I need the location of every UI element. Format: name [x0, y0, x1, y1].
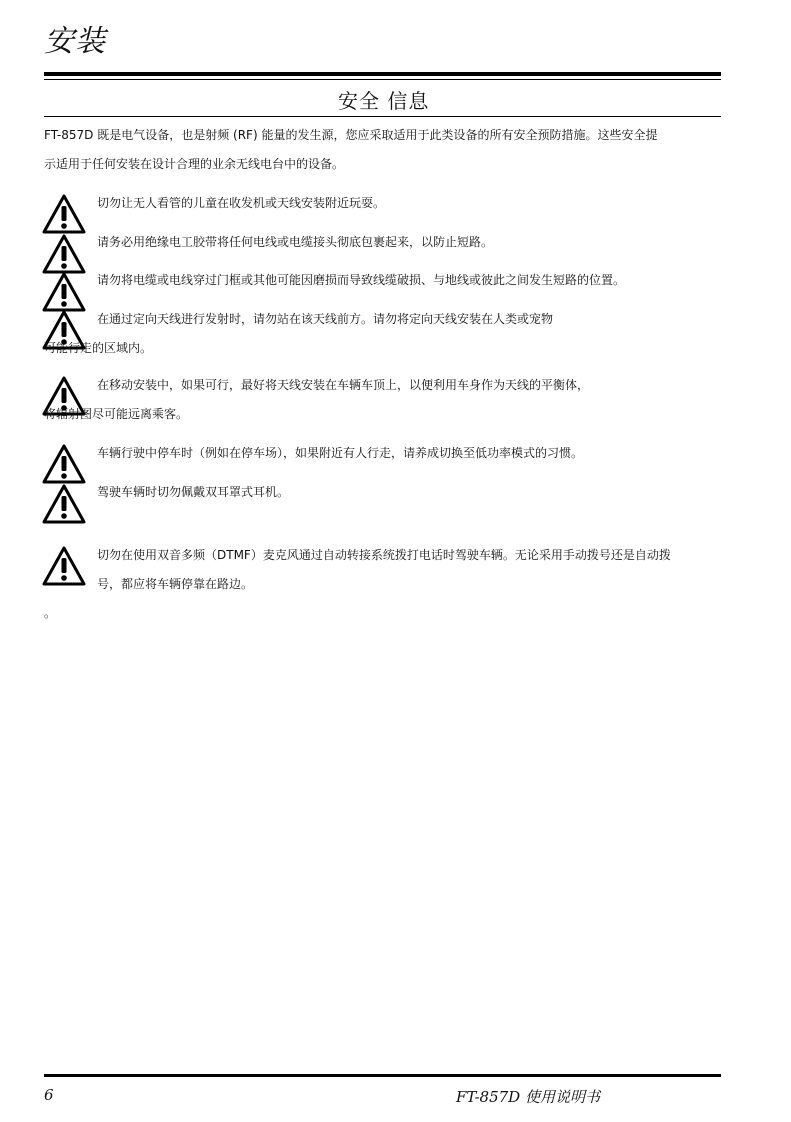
- manual-title: FT-857D 使用说明书: [456, 1088, 600, 1106]
- header-divider-thick: [44, 72, 721, 76]
- section-title-underline: [44, 116, 721, 117]
- warning-text: 在通过定向天线进行发射时，请勿站在该天线前方。请勿将定向天线安装在人类或宠物: [97, 312, 554, 326]
- footer-divider: [44, 1074, 721, 1077]
- warning-triangle-icon: [42, 546, 86, 586]
- page-number: 6: [44, 1086, 54, 1104]
- intro-line-1: FT-857D 既是电气设备，也是射频 (RF) 能量的发生源，您应采取适用于此类设备的所有安全预防措施。这些安全提: [44, 128, 658, 142]
- section-title: 安全 信息: [338, 89, 430, 113]
- warning-text: 切勿在使用双音多频（DTMF）麦克风通过自动转接系统拨打电话时驾驶车辆。无论采用手动拨号还是自动拨: [97, 548, 671, 562]
- warning-triangle-icon: [42, 194, 86, 234]
- intro-line-2: 示适用于任何安装在设计合理的业余无线电台中的设备。: [44, 157, 345, 171]
- chapter-title: 安装: [44, 24, 106, 59]
- warning-text-continued: 可能行走的区域内。: [44, 341, 153, 355]
- warning-text-continued: 将辐射图尽可能远离乘客。: [44, 407, 189, 421]
- warning-triangle-icon: [42, 484, 86, 524]
- warning-text: 车辆行驶中停车时（例如在停车场），如果附近有人行走，请养成切换至低功率模式的习惯。: [97, 446, 584, 460]
- warning-triangle-icon: [42, 234, 86, 274]
- header-divider-thin: [44, 79, 721, 80]
- warning-text: 请勿将电缆或电线穿过门框或其他可能因磨损而导致线缆破损、与地线或彼此之间发生短路的位置。: [97, 273, 626, 287]
- warning-text: 驾驶车辆时切勿佩戴双耳罩式耳机。: [97, 485, 290, 499]
- warning-text-continued: 号，都应将车辆停靠在路边。: [97, 577, 254, 591]
- warning-text: 请务必用绝缘电工胶带将任何电线或电缆接头彻底包裹起来，以防止短路。: [97, 235, 494, 249]
- warning-text: 在移动安装中，如果可行，最好将天线安装在车辆车顶上，以便利用车身作为天线的平衡体，: [97, 378, 590, 392]
- warning-triangle-icon: [42, 444, 86, 484]
- trailing-mark: 。: [44, 606, 57, 620]
- warning-triangle-icon: [42, 272, 86, 312]
- warning-text: 切勿让无人看管的儿童在收发机或天线安装附近玩耍。: [97, 196, 386, 210]
